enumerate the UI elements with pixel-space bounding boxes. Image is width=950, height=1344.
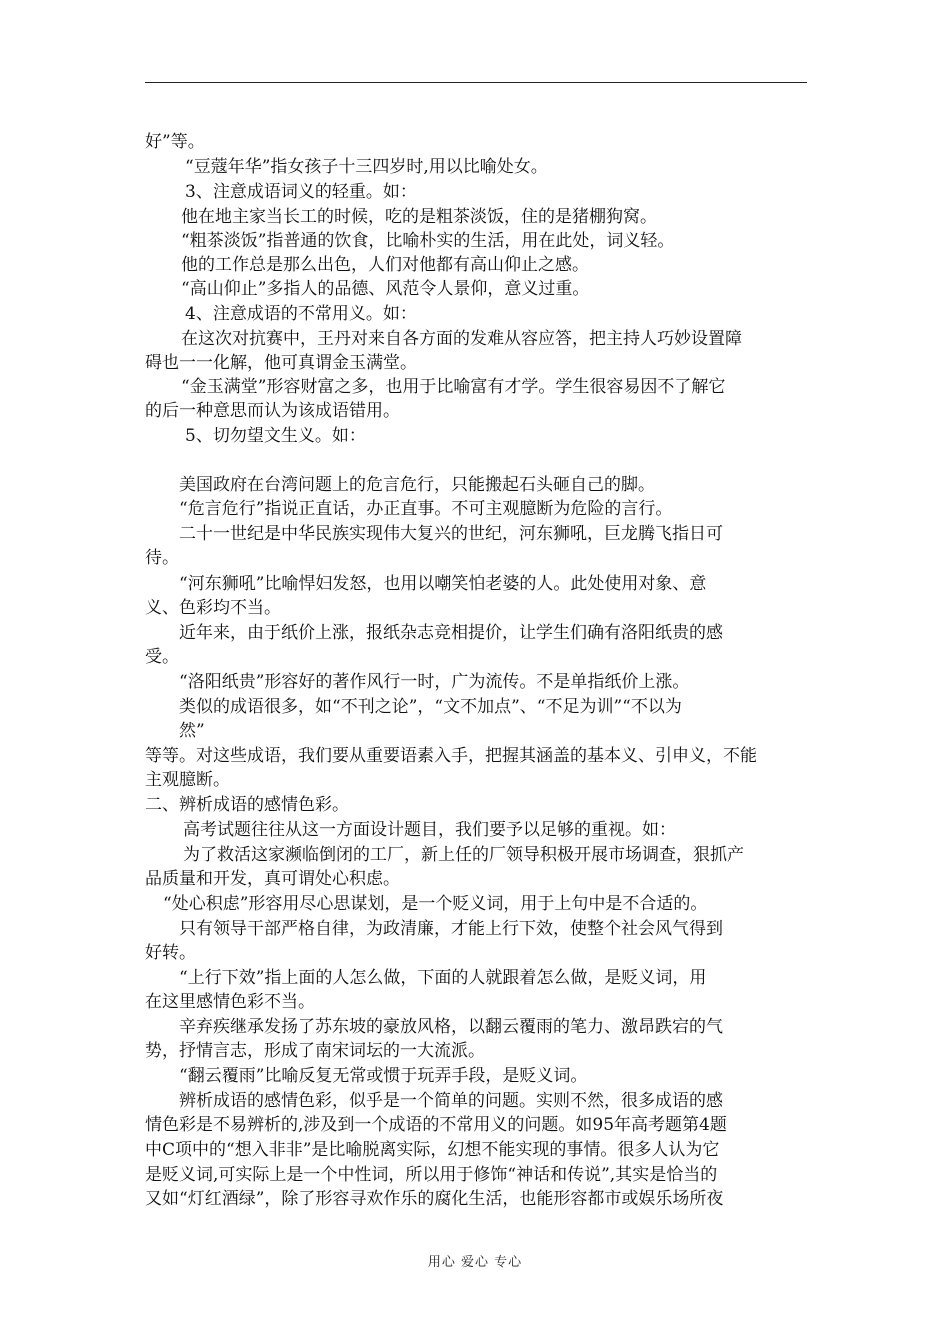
text-line: “河东狮吼”比喻悍妇发怒，也用以嘲笑怕老婆的人。此处使用对象、意 (179, 574, 707, 594)
text-line: 类似的成语很多，如“不刊之论”，“文不加点”、“不足为训”“不以为 (179, 697, 682, 717)
text-line: “上行下效”指上面的人怎么做，下面的人就跟着怎么做，是贬义词，用 (179, 968, 707, 988)
text-line: 3、注意成语词义的轻重。如： (185, 182, 417, 202)
text-line: “翻云覆雨”比喻反复无常或惯于玩弄手段，是贬义词。 (179, 1066, 588, 1086)
text-line: 然” (179, 721, 205, 741)
text-line: 等等。对这些成语，我们要从重要语素入手，把握其涵盖的基本义、引申义，不能 (145, 746, 757, 766)
section-heading: 二、辨析成语的感情色彩。 (145, 795, 349, 815)
text-line: 在这次对抗赛中，王丹对来自各方面的发难从容应答，把主持人巧妙设置障 (181, 329, 742, 349)
text-line: 5、切勿望文生义。如： (185, 426, 366, 446)
text-line: 中C项中的“想入非非”是比喻脱离实际，幻想不能实现的事情。很多人认为它 (145, 1140, 720, 1160)
text-line: 又如“灯红酒绿”，除了形容寻欢作乐的腐化生活，也能形容都市或娱乐场所夜 (145, 1189, 724, 1209)
text-line: “金玉满堂”形容财富之多，也用于比喻富有才学。学生很容易因不了解它 (181, 377, 726, 397)
text-line: 他的工作总是那么出色，人们对他都有高山仰止之感。 (181, 255, 589, 275)
text-line: 辨析成语的感情色彩，似乎是一个简单的问题。实则不然，很多成语的感 (179, 1091, 723, 1111)
text-line: “处心积虑”形容用尽心思谋划，是一个贬义词，用于上句中是不合适的。 (163, 894, 708, 914)
text-line: 只有领导干部严格自律，为政清廉，才能上行下效，使整个社会风气得到 (179, 919, 723, 939)
text-line: 主观臆断。 (145, 770, 230, 790)
text-line: 待。 (145, 548, 179, 568)
text-line: 美国政府在台湾问题上的危言危行，只能搬起石头砸自己的脚。 (179, 475, 655, 495)
text-line: 4、注意成语的不常用义。如： (185, 304, 417, 324)
text-line: “豆蔻年华”指女孩子十三四岁时,用以比喻处女。 (185, 157, 548, 177)
text-line: 的后一种意思而认为该成语错用。 (145, 401, 400, 421)
text-line: 情色彩是不易辨析的,涉及到一个成语的不常用义的问题。如95年高考题第4题 (145, 1115, 727, 1135)
text-line: 受。 (145, 647, 179, 667)
text-line: 义、色彩均不当。 (145, 598, 281, 618)
text-line: 是贬义词,可实际上是一个中性词，所以用于修饰“神话和传说”,其实是恰当的 (145, 1165, 718, 1185)
text-line: “洛阳纸贵”形容好的著作风行一时，广为流传。不是单指纸价上涨。 (179, 672, 690, 692)
text-line: 二十一世纪是中华民族实现伟大复兴的世纪，河东狮吼，巨龙腾飞指日可 (179, 524, 723, 544)
text-line: 好转。 (145, 943, 196, 963)
text-line: 高考试题往往从这一方面设计题目，我们要予以足够的重视。如： (183, 820, 676, 840)
text-line: “危言危行”指说正直话，办正直事。不可主观臆断为危险的言行。 (179, 499, 673, 519)
text-line: 他在地主家当长工的时候，吃的是粗茶淡饭，住的是猪棚狗窝。 (181, 207, 657, 227)
text-line: 在这里感情色彩不当。 (145, 992, 315, 1012)
text-line: 近年来，由于纸价上涨，报纸杂志竞相提价，让学生们确有洛阳纸贵的感 (179, 623, 723, 643)
text-line: “高山仰止”多指人的品德、风范令人景仰，意义过重。 (181, 279, 590, 299)
page-footer: 用心 爱心 专心 (427, 1255, 523, 1270)
text-line: 好”等。 (145, 132, 205, 152)
text-line: 势，抒情言志，形成了南宋词坛的一大流派。 (145, 1041, 485, 1061)
text-line: 为了救活这家濒临倒闭的工厂，新上任的厂领导积极开展市场调查，狠抓产 (183, 845, 744, 865)
text-line: 碍也一一化解，他可真谓金玉满堂。 (145, 353, 417, 373)
text-line: 品质量和开发，真可谓处心积虑。 (145, 869, 400, 889)
text-line: 辛弃疾继承发扬了苏东坡的豪放风格，以翻云覆雨的笔力、激昂跌宕的气 (179, 1017, 723, 1037)
text-line: “粗茶淡饭”指普通的饮食，比喻朴实的生活，用在此处，词义轻。 (181, 231, 675, 251)
header-rule (145, 82, 807, 83)
